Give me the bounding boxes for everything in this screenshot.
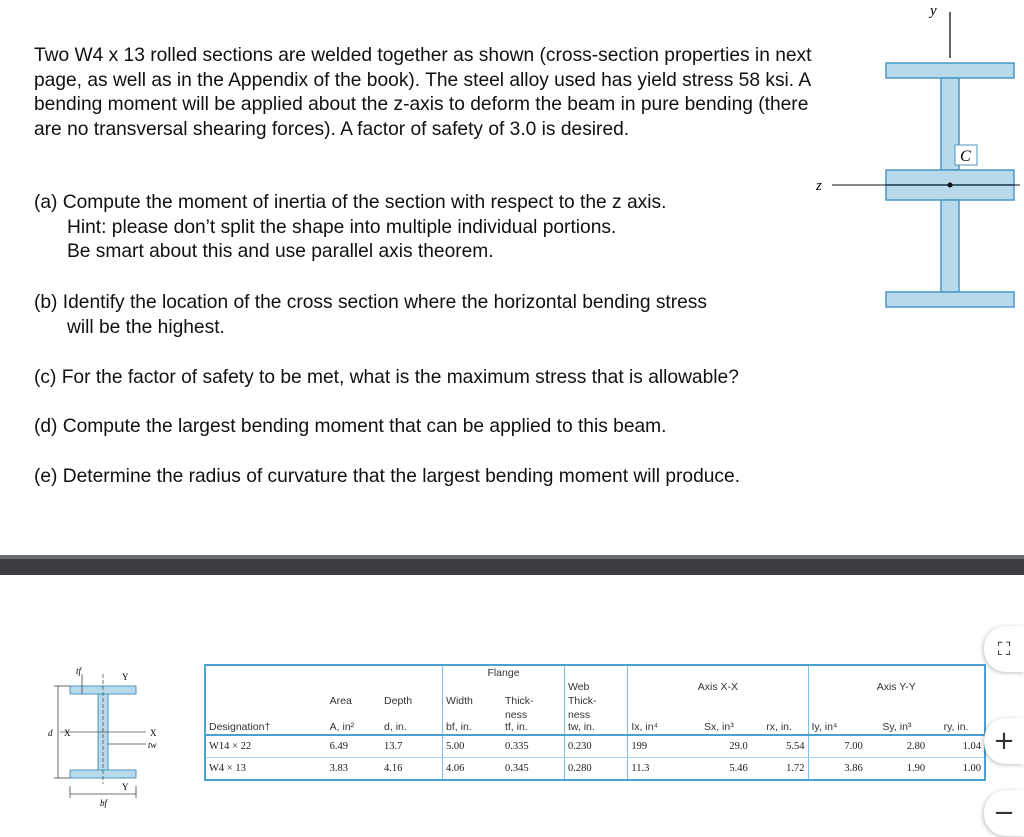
flange-group-header: Flange bbox=[443, 665, 565, 680]
d-label: d bbox=[48, 728, 53, 738]
question-d: (d) Compute the largest bending moment that can be applied to this beam. bbox=[34, 416, 667, 437]
web-header-2: Thick- bbox=[564, 694, 627, 708]
width-header-2: bf, in. bbox=[443, 708, 502, 735]
axis-yy-header: Axis Y-Y bbox=[808, 680, 985, 694]
y-axis-label: y bbox=[930, 3, 937, 19]
upper-w-section bbox=[886, 63, 1014, 185]
web-header-4: ness tw, in. bbox=[564, 708, 627, 735]
x-left-label: X bbox=[64, 728, 71, 738]
width-header-1: Width bbox=[443, 694, 502, 708]
question-a-hint: Hint: please don’t split the shape into multiple individual portions. bbox=[67, 216, 617, 238]
thick-header-1: Thick- bbox=[504, 695, 534, 707]
tf-label: tf bbox=[76, 666, 82, 676]
properties-table bbox=[204, 664, 986, 781]
designation-header: Designation† bbox=[205, 708, 327, 735]
fit-page-icon: ⛶ bbox=[997, 638, 1011, 660]
sy-header: Sy, in³ bbox=[866, 708, 928, 735]
y-top-label: Y bbox=[122, 672, 129, 682]
rx-header: rx, in. bbox=[751, 708, 808, 735]
web-header-1: Web bbox=[564, 680, 627, 694]
page-divider bbox=[0, 555, 1024, 575]
x-right-label: X bbox=[150, 728, 157, 738]
area-header-2: A, in² bbox=[327, 708, 381, 735]
plus-icon: + bbox=[993, 726, 1015, 756]
welded-section-figure bbox=[800, 0, 1024, 320]
thick-header-3: ness tf, in. bbox=[502, 708, 565, 735]
iy-header: Iy, in⁴ bbox=[808, 708, 866, 735]
question-e: (e) Determine the radius of curvature that the largest bending moment will produce. bbox=[34, 466, 741, 487]
area-header-1: Area bbox=[329, 695, 352, 707]
axis-xx-header: Axis X-X bbox=[628, 680, 808, 694]
depth-header-1: Depth bbox=[384, 695, 413, 707]
table-row: W4 × 13 3.83 4.16 4.06 0.345 0.280 11.3 5.46 1.72 3.86 1.90 1.00 bbox=[205, 758, 985, 781]
question-b bbox=[34, 291, 854, 340]
question-a bbox=[34, 191, 854, 265]
y-bottom-label: Y bbox=[122, 782, 129, 792]
zoom-in-button[interactable] bbox=[984, 718, 1024, 764]
z-axis-label: z bbox=[816, 178, 822, 194]
question-b-line1: (b) Identify the location of the cross section where the horizontal bending stress bbox=[34, 292, 707, 313]
depth-header-2: d, in. bbox=[381, 708, 443, 735]
ry-header: ry, in. bbox=[928, 708, 985, 735]
tw-label: tw bbox=[148, 740, 157, 750]
question-c: (c) For the factor of safety to be met, what is the maximum stress that is allowable? bbox=[34, 367, 739, 388]
centroid-label: C bbox=[960, 148, 971, 165]
fit-page-button[interactable] bbox=[984, 626, 1024, 672]
zoom-out-button[interactable] bbox=[984, 790, 1024, 836]
ix-header: Ix, in⁴ bbox=[628, 708, 687, 735]
table-row: W14 × 22 6.49 13.7 5.00 0.335 0.230 199 29.0 5.54 7.00 2.80 1.04 bbox=[205, 735, 985, 758]
w-shape-diagram bbox=[46, 664, 186, 814]
question-b-line2: will be the highest. bbox=[67, 316, 225, 338]
question-a-line1: (a) Compute the moment of inertia of the section with respect to the z axis. bbox=[34, 192, 667, 213]
sx-header: Sx, in³ bbox=[687, 708, 751, 735]
problem-intro: Two W4 x 13 rolled sections are welded together as shown (cross-section properties in next page, as well as in the Appendix of the book). The steel alloy used has yield stress 58 ksi. A bending moment will be applied about the z-axis to deform the beam in pure bending (there are no transversal shearing forces). A factor of safety of 3.0 is desired. bbox=[34, 45, 812, 140]
bf-label: bf bbox=[100, 798, 108, 808]
question-a-hint-2: Be smart about this and use parallel axis theorem. bbox=[67, 241, 494, 263]
centroid-dot bbox=[948, 183, 953, 188]
lower-w-section bbox=[886, 185, 1014, 307]
minus-icon: − bbox=[993, 798, 1015, 828]
